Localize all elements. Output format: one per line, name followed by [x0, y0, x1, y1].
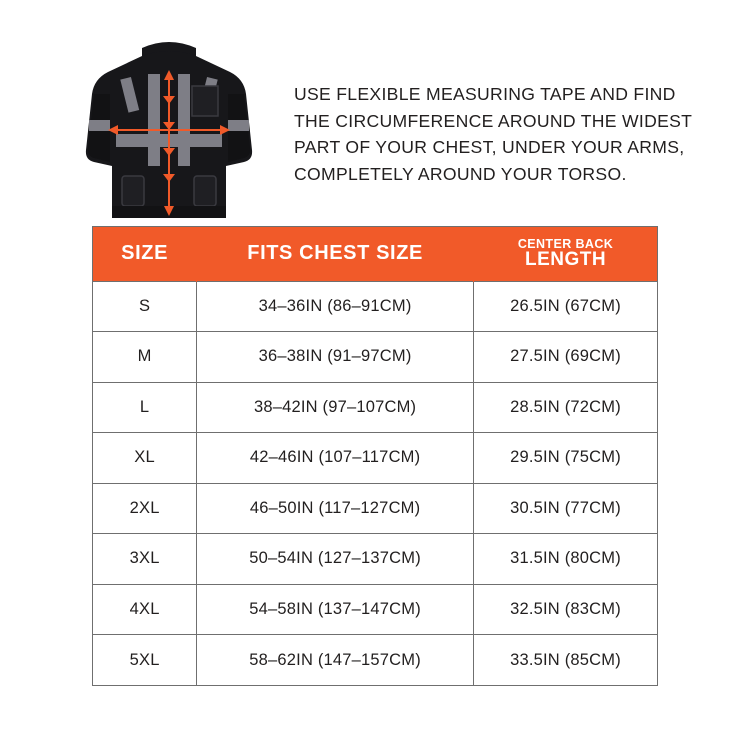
table-row	[93, 483, 657, 534]
table-row	[93, 635, 657, 686]
column-header-cbl-line2: LENGTH	[524, 249, 607, 271]
cell-cbl: 26.5IN (67CM)	[474, 281, 657, 332]
top-section	[22, 26, 728, 231]
cell-size: 3XL	[93, 534, 197, 585]
table-body	[93, 281, 657, 685]
table-row	[93, 433, 657, 484]
cell-cbl: 29.5IN (75CM)	[474, 433, 657, 484]
cell-chest: 54–58IN (137–147CM)	[197, 584, 474, 635]
table-row	[93, 382, 657, 433]
cell-cbl: 33.5IN (85CM)	[474, 635, 657, 686]
cell-cbl: 32.5IN (83CM)	[474, 584, 657, 635]
cell-size: 4XL	[93, 584, 197, 635]
cell-size: 5XL	[93, 635, 197, 686]
cell-chest: 58–62IN (147–157CM)	[197, 635, 474, 686]
cell-size: S	[93, 281, 197, 332]
column-header-size: SIZE	[93, 227, 197, 281]
column-header-fits-chest-size: FITS CHEST SIZE	[197, 227, 474, 281]
table-header-row	[93, 227, 657, 281]
cell-size: M	[93, 332, 197, 383]
table-row	[93, 584, 657, 635]
cell-cbl: 31.5IN (80CM)	[474, 534, 657, 585]
cell-chest: 36–38IN (91–97CM)	[197, 332, 474, 383]
jacket-illustration	[64, 34, 274, 224]
cell-chest: 50–54IN (127–137CM)	[197, 534, 474, 585]
column-header-center-back-length	[474, 227, 657, 281]
measuring-instruction-text: USE FLEXIBLE MEASURING TAPE AND FIND THE CIRCUMFERENCE AROUND THE WIDEST PART OF YOUR CHEST, UNDER YOUR ARMS, COMPLETELY AROUND YOUR TORSO.	[294, 84, 692, 184]
column-header-cbl-line1: CENTER BACK	[517, 236, 614, 251]
table-row	[93, 281, 657, 332]
cell-chest: 46–50IN (117–127CM)	[197, 483, 474, 534]
cell-size: XL	[93, 433, 197, 484]
cell-chest: 38–42IN (97–107CM)	[197, 382, 474, 433]
cell-chest: 34–36IN (86–91CM)	[197, 281, 474, 332]
cell-size: 2XL	[93, 483, 197, 534]
cell-cbl: 27.5IN (69CM)	[474, 332, 657, 383]
cell-cbl: 28.5IN (72CM)	[474, 382, 657, 433]
cell-cbl: 30.5IN (77CM)	[474, 483, 657, 534]
table-row	[93, 534, 657, 585]
size-chart-table	[92, 226, 658, 686]
table-row	[93, 332, 657, 383]
cell-size: L	[93, 382, 197, 433]
size-chart-sheet	[22, 14, 728, 732]
cell-chest: 42–46IN (107–117CM)	[197, 433, 474, 484]
